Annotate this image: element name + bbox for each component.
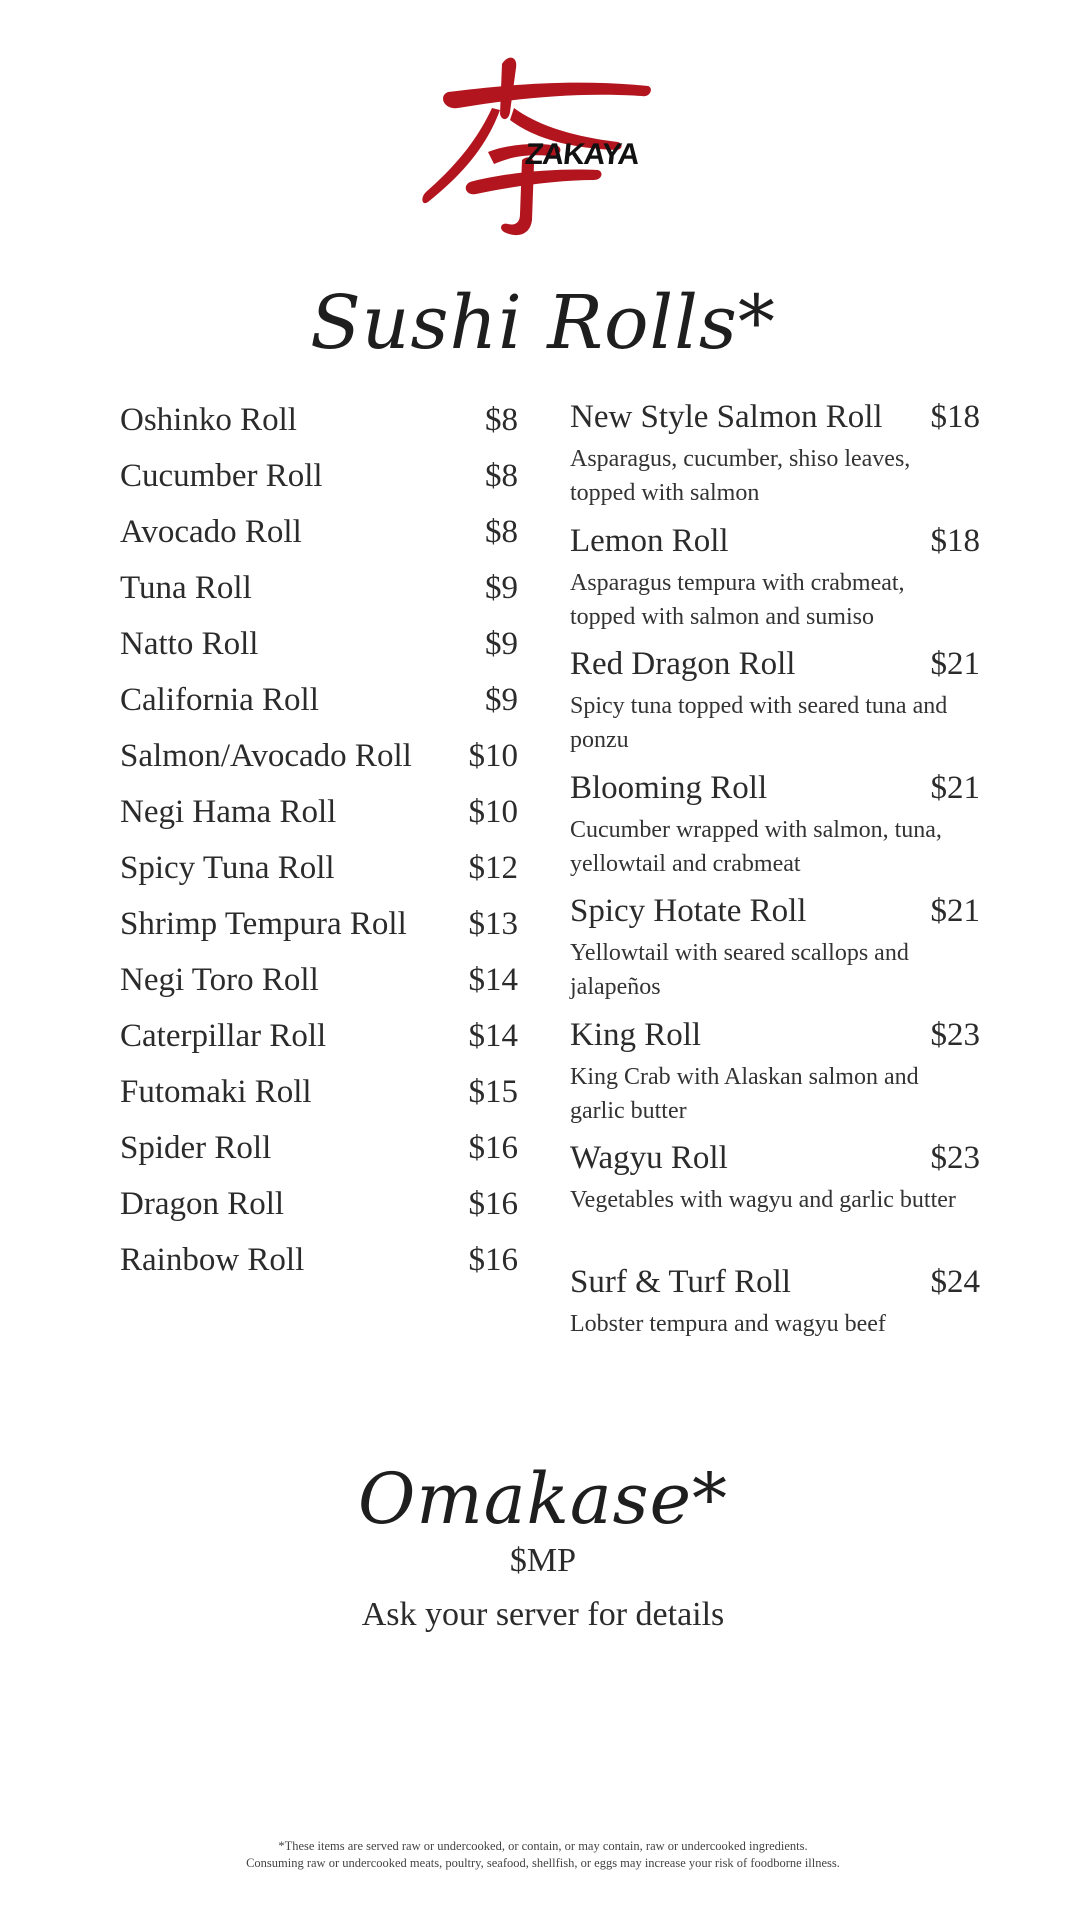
item-price: $16 bbox=[468, 1186, 518, 1222]
item-description: Lobster tempura and wagyu beef bbox=[570, 1310, 886, 1337]
item-description: Vegetables with wagyu and garlic butter bbox=[570, 1187, 956, 1213]
item-price: $9 bbox=[485, 682, 518, 718]
menu-item bbox=[120, 1008, 518, 1064]
menu-item bbox=[120, 1064, 518, 1120]
item-price: $24 bbox=[930, 1263, 980, 1300]
izakaya-logo bbox=[418, 52, 668, 242]
menu-item-specialty bbox=[570, 516, 980, 640]
item-name: King Roll bbox=[570, 1016, 702, 1053]
item-price: $21 bbox=[930, 769, 980, 806]
raw-food-disclaimer bbox=[0, 1838, 1086, 1872]
item-price: $8 bbox=[485, 514, 518, 550]
item-price: $21 bbox=[930, 893, 980, 929]
item-name: Natto Roll bbox=[120, 626, 259, 662]
item-name: California Roll bbox=[120, 682, 319, 718]
item-name: Tuna Roll bbox=[120, 570, 252, 606]
item-name: Surf & Turf Roll bbox=[570, 1263, 791, 1300]
item-description: Asparagus tempura with crabmeat, topped with salmon and sumiso bbox=[570, 569, 905, 630]
menu-item bbox=[120, 728, 518, 784]
item-name: Avocado Roll bbox=[120, 514, 302, 550]
menu-item bbox=[120, 448, 518, 504]
item-name: Negi Toro Roll bbox=[120, 962, 319, 998]
left-menu-column bbox=[120, 392, 518, 1288]
item-name: Negi Hama Roll bbox=[120, 794, 337, 830]
item-name: Futomaki Roll bbox=[120, 1074, 312, 1110]
item-price: $16 bbox=[468, 1130, 518, 1166]
item-price: $8 bbox=[485, 402, 518, 438]
logo-mark bbox=[418, 52, 668, 242]
item-name: Spicy Tuna Roll bbox=[120, 850, 335, 886]
item-price: $18 bbox=[930, 399, 980, 435]
menu-item-specialty bbox=[570, 1257, 980, 1381]
item-name: Lemon Roll bbox=[570, 522, 729, 559]
item-name: Salmon/Avocado Roll bbox=[120, 738, 412, 774]
menu-item bbox=[120, 560, 518, 616]
item-name: Cucumber Roll bbox=[120, 458, 323, 494]
menu-item bbox=[120, 784, 518, 840]
item-description: Yellowtail with seared scallops and jalapeños bbox=[570, 940, 909, 1000]
menu-item bbox=[120, 952, 518, 1008]
menu-item bbox=[120, 896, 518, 952]
menu-item bbox=[120, 840, 518, 896]
item-name: Caterpillar Roll bbox=[120, 1018, 327, 1054]
menu-item-specialty bbox=[570, 1010, 980, 1134]
item-name: Rainbow Roll bbox=[120, 1242, 305, 1278]
item-name: Shrimp Tempura Roll bbox=[120, 906, 407, 942]
item-price: $14 bbox=[468, 962, 518, 998]
menu-item bbox=[120, 672, 518, 728]
item-price: $23 bbox=[930, 1140, 980, 1176]
item-price: $23 bbox=[930, 1016, 980, 1053]
menu-item-specialty bbox=[570, 392, 980, 516]
item-name: Red Dragon Roll bbox=[570, 646, 796, 682]
item-price: $16 bbox=[468, 1242, 518, 1278]
sushi-rolls-title: Sushi Rolls* bbox=[310, 280, 776, 366]
item-name: Wagyu Roll bbox=[570, 1140, 728, 1176]
menu-item-specialty bbox=[570, 763, 980, 887]
item-description: Spicy tuna topped with seared tuna and ponzu bbox=[570, 693, 948, 753]
item-name: Spider Roll bbox=[120, 1130, 272, 1166]
item-price: $10 bbox=[468, 738, 518, 774]
menu-item bbox=[120, 616, 518, 672]
logo-text: ZAKAYA bbox=[523, 138, 641, 171]
item-name: Dragon Roll bbox=[120, 1186, 285, 1222]
omakase-note: Ask your server for details bbox=[361, 1596, 725, 1633]
item-name: Oshinko Roll bbox=[120, 402, 297, 438]
menu-item-specialty bbox=[570, 1133, 980, 1257]
omakase-title: Omakase* bbox=[358, 1458, 728, 1540]
item-price: $13 bbox=[468, 906, 518, 942]
disclaimer-line-1: *These items are served raw or undercooked, or contain, or may contain, raw or undercooked ingredients. bbox=[278, 1839, 808, 1853]
item-name: New Style Salmon Roll bbox=[570, 399, 883, 435]
item-price: $12 bbox=[468, 850, 518, 886]
disclaimer-line-2: Consuming raw or undercooked meats, poultry, seafood, shellfish, or eggs may increase your risk of foodborne illness. bbox=[246, 1856, 840, 1870]
item-price: $10 bbox=[468, 794, 518, 830]
item-description: Cucumber wrapped with salmon, tuna, yellowtail and crabmeat bbox=[570, 816, 942, 877]
item-price: $9 bbox=[485, 570, 518, 606]
menu-item-specialty bbox=[570, 886, 980, 1010]
menu-item bbox=[120, 1232, 518, 1288]
omakase-price: $MP bbox=[509, 1542, 577, 1579]
item-price: $9 bbox=[485, 626, 518, 662]
item-price: $15 bbox=[468, 1074, 518, 1110]
item-price: $14 bbox=[468, 1018, 518, 1054]
menu-item bbox=[120, 392, 518, 448]
menu-item bbox=[120, 1120, 518, 1176]
right-menu-column bbox=[570, 392, 980, 1380]
item-description: Asparagus, cucumber, shiso leaves, topped with salmon bbox=[570, 446, 911, 506]
item-description: King Crab with Alaskan salmon and garlic butter bbox=[570, 1063, 919, 1124]
menu-item-specialty bbox=[570, 639, 980, 763]
item-price: $18 bbox=[930, 522, 980, 559]
menu-item bbox=[120, 1176, 518, 1232]
item-price: $8 bbox=[485, 458, 518, 494]
menu-item bbox=[120, 504, 518, 560]
item-name: Spicy Hotate Roll bbox=[570, 893, 807, 929]
item-name: Blooming Roll bbox=[570, 769, 768, 806]
item-price: $21 bbox=[930, 646, 980, 682]
